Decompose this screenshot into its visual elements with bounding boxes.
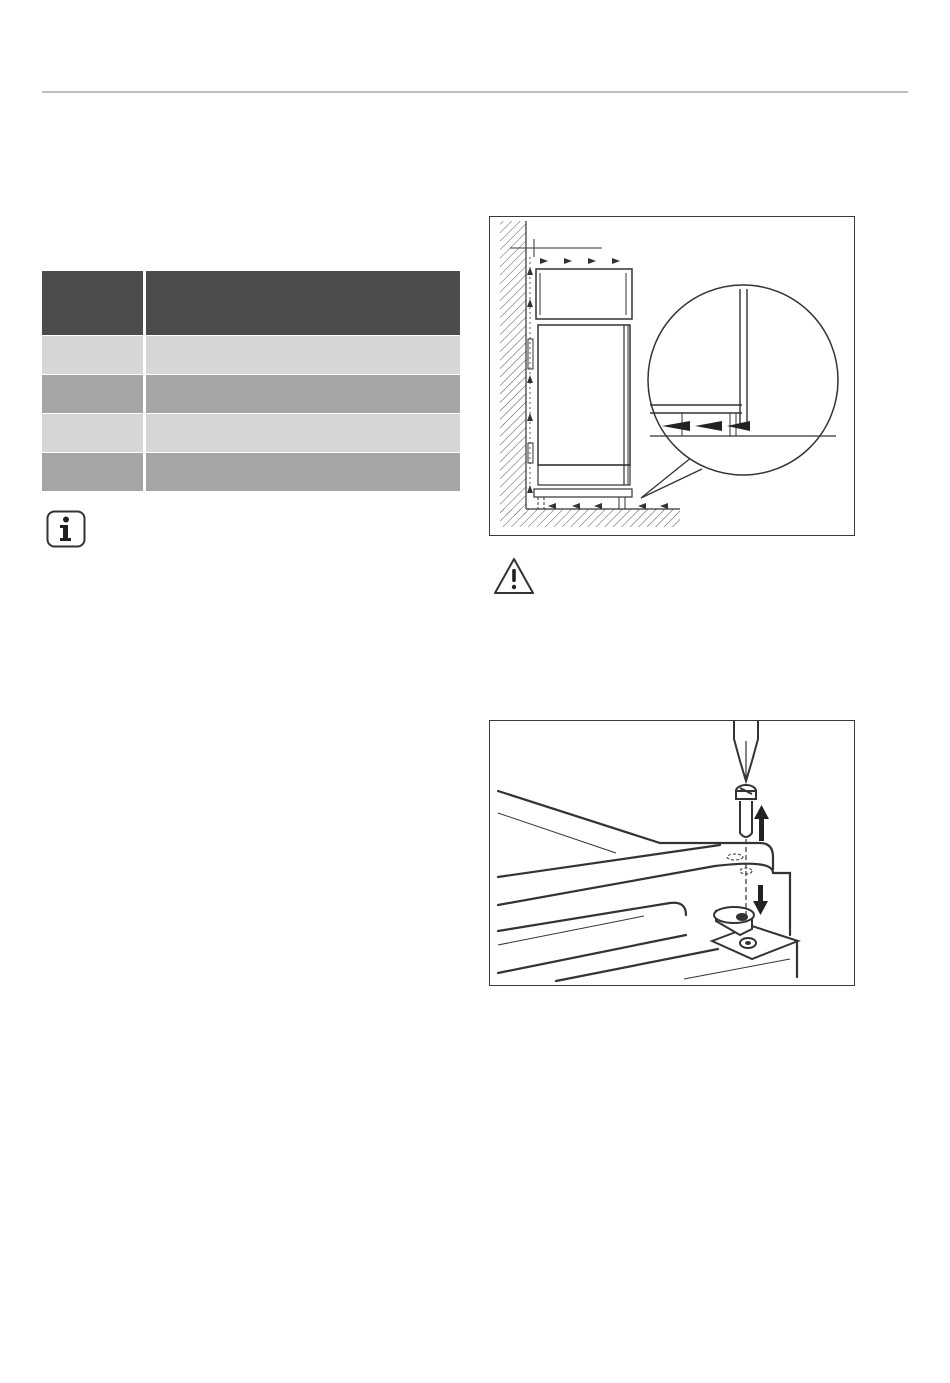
- appliance-body: [538, 325, 630, 465]
- refrigerator-ventilation-diagram: [489, 216, 855, 536]
- info-icon: [46, 510, 86, 548]
- direction-arrows: [753, 805, 769, 915]
- upper-cabinet: [536, 269, 632, 319]
- table-cell: [42, 336, 145, 375]
- airflow-arrows-bottom: [548, 503, 668, 509]
- table-row: [42, 414, 460, 453]
- screwdriver-icon: [734, 721, 758, 781]
- hinge-plate: [712, 907, 798, 959]
- table-cell: [145, 414, 461, 453]
- table-cell: [42, 414, 145, 453]
- table-header-cell: [42, 271, 145, 336]
- table-row: [42, 375, 460, 414]
- table-header-row: [42, 271, 460, 336]
- climate-class-table: [42, 271, 460, 492]
- table-cell: [42, 375, 145, 414]
- header-rule: [42, 91, 908, 93]
- airflow-arrows-top: [540, 258, 620, 264]
- table-cell: [145, 336, 461, 375]
- detail-magnifier: [641, 285, 838, 498]
- hinge-screw-diagram: [489, 720, 855, 986]
- wall-hatch: [500, 221, 526, 515]
- screw-icon: [727, 785, 756, 917]
- floor-hatch: [500, 509, 680, 527]
- table-header-cell: [145, 271, 461, 336]
- warning-triangle-icon: [492, 556, 536, 596]
- table-cell: [145, 375, 461, 414]
- table-row: [42, 336, 460, 375]
- table-cell: [145, 453, 461, 492]
- table-cell: [42, 453, 145, 492]
- table-row: [42, 453, 460, 492]
